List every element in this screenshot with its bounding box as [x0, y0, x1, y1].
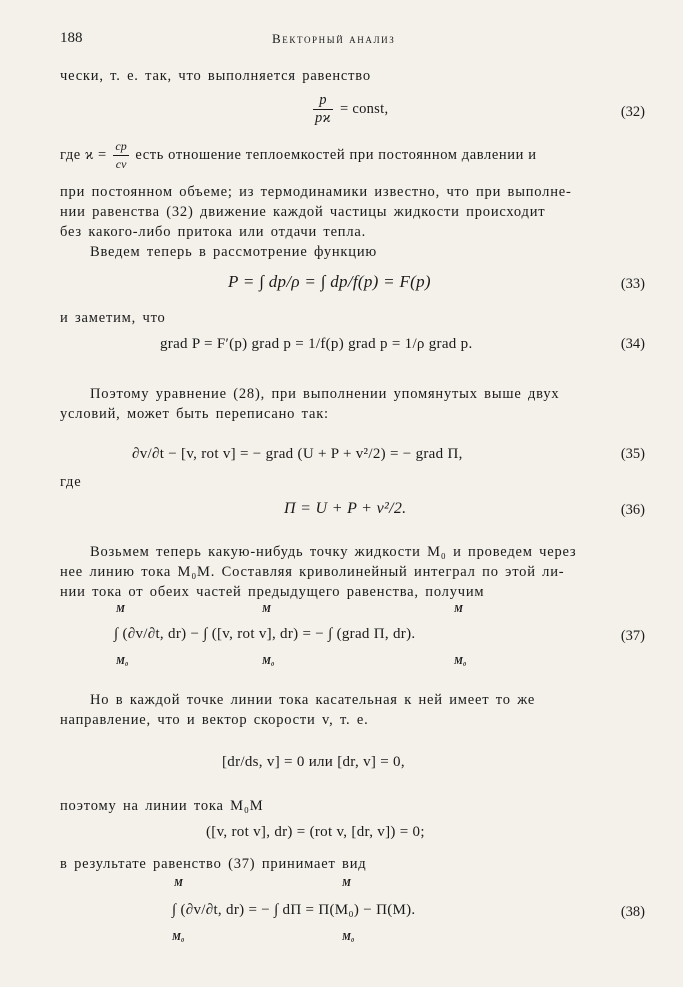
integral-lower-limit: M₀ [116, 656, 129, 667]
equation-number-37: (37) [620, 628, 645, 644]
formula-rhs: = const, [339, 100, 389, 117]
text-line: нии тока от обеих частей предыдущего равенства, получим [60, 584, 485, 600]
equation-number-32: (32) [620, 104, 645, 120]
page-number: 188 [60, 30, 83, 46]
formula-rot: ([v, rot v], dr) = (rot v, [dr, v]) = 0; [206, 824, 425, 840]
cv-symbol: cv [115, 157, 127, 171]
formula-33: P = ∫ dp/ρ = ∫ dp/f(p) = F(p) [228, 272, 431, 291]
formula-34: grad P = F′(p) grad p = 1/f(p) grad p = 1/ρ grad p. [160, 336, 473, 352]
integral-upper-limit: M [262, 604, 271, 615]
text-line: поэтому на линии тока M₀M [60, 798, 264, 814]
text-line: нии равенства (32) движение каждой частицы жидкости происходит [60, 204, 546, 220]
text-line [60, 138, 645, 173]
text-line: в результате равенство (37) принимает вид [60, 856, 367, 872]
text-line: Но в каждой точке линии тока касательная к ней имеет то же [90, 692, 536, 708]
text-line: и заметим, что [60, 310, 166, 326]
running-title: Векторный анализ [272, 31, 396, 46]
equation-number-33: (33) [620, 276, 645, 292]
text-line: при постоянном объеме; из термодинамики известно, что при выполне- [60, 184, 572, 200]
text-line: чески, т. е. так, что выполняется равенство [60, 68, 371, 84]
text-line: направление, что и вектор скорости v, т. е. [60, 712, 369, 728]
integral-upper-limit: M [174, 878, 183, 889]
text-line: условий, может быть переписано так: [60, 406, 329, 422]
text-line: Поэтому уравнение (28), при выполнении упомянутых выше двух [90, 386, 560, 402]
kappa-definition: где ϰ = [60, 146, 107, 163]
integral-upper-limit: M [116, 604, 125, 615]
formula-36: Π = U + P + v²/2. [284, 500, 407, 517]
equation-number-34: (34) [620, 336, 645, 352]
integral-upper-limit: M [342, 878, 351, 889]
integral-lower-limit: M₀ [454, 656, 467, 667]
integral-lower-limit: M₀ [172, 932, 185, 943]
formula-denominator: pϰ [315, 110, 331, 126]
formula-35: ∂v/∂t − [v, rot v] = − grad (U + P + v²/2) = − grad Π, [132, 446, 463, 462]
text-line: без какого-либо притока или отдачи тепла. [60, 224, 367, 240]
formula-37: ∫ (∂v/∂t, dr) − ∫ ([v, rot v], dr) = − ∫ (grad Π, dr). [114, 626, 416, 642]
equation-number-36: (36) [620, 502, 645, 518]
formula-32 [310, 92, 388, 127]
text-line: где [60, 474, 82, 490]
formula-tangent: [dr/ds, v] = 0 или [dr, v] = 0, [222, 754, 405, 770]
formula-numerator: p [313, 92, 333, 110]
integral-lower-limit: M₀ [262, 656, 275, 667]
equation-number-35: (35) [620, 446, 645, 462]
text-line: Введем теперь в рассмотрение функцию [90, 244, 378, 260]
integral-upper-limit: M [454, 604, 463, 615]
equation-number-38: (38) [620, 904, 645, 920]
integral-lower-limit: M₀ [342, 932, 355, 943]
kappa-explanation: есть отношение теплоемкостей при постоянном давлении и [135, 146, 537, 163]
cp-symbol: cp [113, 138, 128, 156]
text-line: нее линию тока M₀M. Составляя криволинейный интеграл по этой ли- [60, 564, 565, 580]
text-line: Возьмем теперь какую-нибудь точку жидкости M₀ и проведем через [90, 544, 577, 560]
formula-38: ∫ (∂v/∂t, dr) = − ∫ dΠ = Π(M₀) − Π(M). [172, 902, 416, 918]
